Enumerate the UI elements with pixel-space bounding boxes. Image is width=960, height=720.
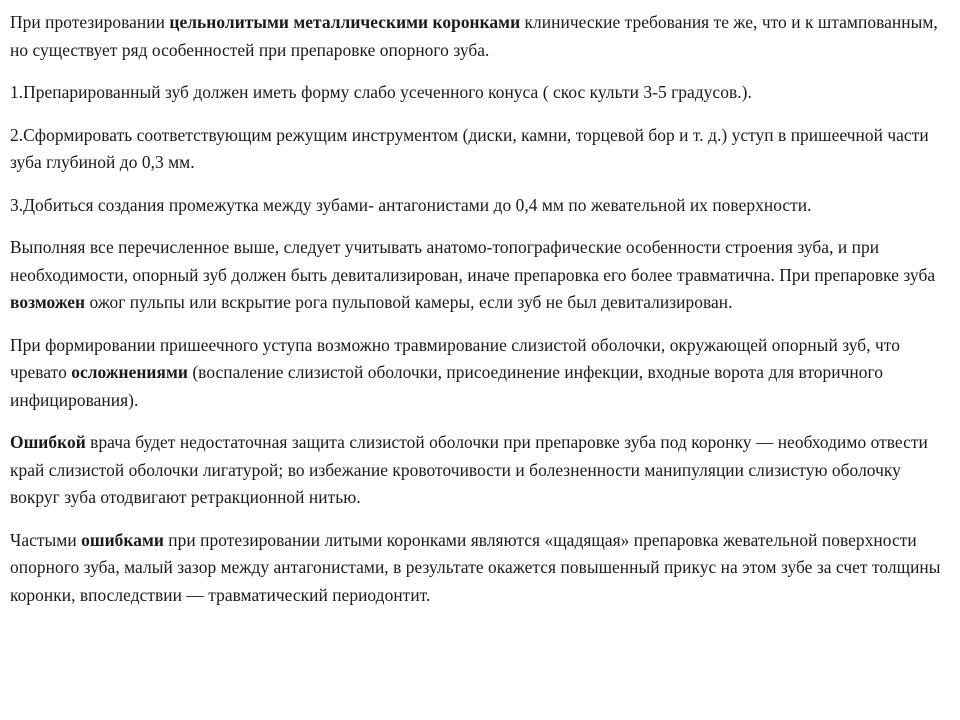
devitalization-emphasis: возможен: [10, 292, 86, 312]
paragraph-requirement-1: [10, 79, 946, 107]
requirement-3-text: 3.Добиться создания промежутка между зубами- антагонистами до 0,4 мм по жевательной их поверхности.: [10, 194, 812, 215]
paragraph-intro: [10, 9, 946, 64]
devitalization-text-end: ожог пульпы или вскрытие рога пульповой камеры, если зуб не был девитализирован.: [85, 292, 733, 312]
error-text: врача будет недостаточная защита слизистой оболочки при препаровке зуба под коронку — необходимо отвести край слизистой оболочки лигатурой; во избежание кровоточивости и болезненности манипуляции слизистую оболочку вокруг зуба отодвигают ретракционной нитью.: [10, 432, 928, 507]
requirement-1-text: 1.Препарированный зуб должен иметь форму слабо усеченного конуса ( скос культи 3-5 градусов.).: [10, 82, 752, 102]
error-emphasis: Ошибкой: [10, 432, 86, 452]
frequent-errors-emphasis: ошибками: [81, 529, 164, 550]
frequent-errors-text-start: Частыми: [10, 529, 82, 550]
intro-text-end: клинические требования те же, что и к штампованным, но существует ряд особенностей при препаровке опорного зуба.: [10, 12, 938, 60]
complications-text-end: (воспаление слизистой оболочки, присоединение инфекции, входные ворота для вторичного инфицирования).: [10, 362, 884, 410]
paragraph-complications: [10, 332, 946, 415]
devitalization-text-start: Выполняя все перечисленное выше, следует учитывать анатомо-топографические особенности строения зуба, и при необходимости, опорный зуб должен быть девитализирован, иначе препаровка его более травматична. При препаровке зуба: [10, 237, 936, 285]
intro-text-start: При протезировании: [10, 12, 170, 32]
complications-text-start: При формировании пришеечного уступа возможно травмирование слизистой оболочки, окружающей опорный зуб, что чревато: [10, 334, 900, 382]
complications-emphasis: осложнениями: [71, 362, 188, 382]
frequent-errors-text-end: при протезировании литыми коронками являются «щадящая» препаровка жевательной поверхности опорного зуба, малый зазор между антагонистами, в результате окажется повышенный прикус на этом зубе за счет толщины коронки, впоследствии — травматический периодонтит.: [10, 529, 941, 605]
paragraph-requirement-3: [10, 192, 946, 220]
paragraph-error: [10, 429, 946, 512]
intro-emphasis: цельнолитыми металлическими коронками: [169, 12, 521, 32]
paragraph-frequent-errors: [10, 527, 946, 610]
requirement-2-text: 2.Сформировать соответствующим режущим инструментом (диски, камни, торцевой бор и т. д.) уступ в пришеечной части зуба глубиной до 0,3 мм.: [10, 124, 929, 172]
document-body: [10, 9, 946, 624]
paragraph-devitalization: [10, 234, 946, 317]
paragraph-requirement-2: [10, 122, 946, 177]
